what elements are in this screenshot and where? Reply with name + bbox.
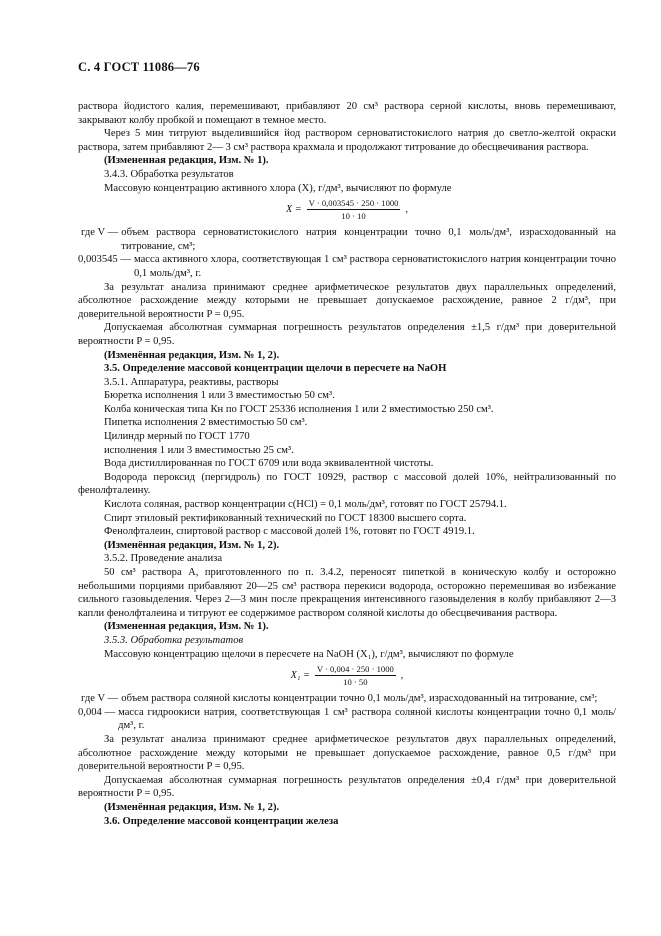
definition-label: где V —	[81, 693, 119, 705]
definition-item	[78, 226, 616, 253]
revision-note: (Изменённая редакция, Изм. № 1, 2).	[104, 539, 280, 551]
section-heading: 3.5.2. Проведение анализа	[104, 553, 223, 565]
formula-lhs: X₁ =	[290, 670, 310, 682]
paragraph: Допускаемая абсолютная суммарная погрешность результатов определения ±0,4 г/дм³ при доверительной вероятности P = 0,95.	[78, 774, 616, 800]
paragraph: Допускаемая абсолютная суммарная погрешность результатов определения ±1,5 г/дм³ при доверительной вероятности P = 0,95.	[78, 322, 616, 347]
definition-text: объем раствора серноватистокислого натрия концентрации точно 0,1 моль/дм³, израсходованный на титрование, см³;	[121, 227, 616, 252]
paragraph: 50 см³ раствора А, приготовленного по п. 3.4.2, переносят пипеткой в коническую колбу и осторожно небольшими порциями прибавляют 20—25 см³ раствора перекиси водорода, осторожно перемешивая во избежание сильного газовыделения. Через 2—3 мин после прекращения интенсивного газовыделения в колбу прибавляют 2—3 капли фенолфталеина и титруют ее содержимое раствором соляной кислоты до обесцвечивания раствора.	[78, 567, 616, 619]
document-page	[78, 60, 616, 828]
formula-active-chlorine	[78, 198, 616, 221]
paragraph: Через 5 мин титруют выделившийся йод раствором серноватистокислого натрия до светло-желтой окраски раствора, затем прибавляют 2— 3 см³ раствора крахмала и продолжают титрование до обесцвечивания раствора.	[78, 128, 616, 153]
section-heading: 3.6. Определение массовой концентрации железа	[104, 815, 339, 827]
formula-denominator: 10 · 50	[343, 677, 368, 688]
paragraph: Массовую концентрацию активного хлора (X), г/дм³, вычисляют по формуле	[104, 182, 452, 194]
list-item: Пипетка исполнения 2 вместимостью 50 см³.	[104, 417, 308, 429]
formula-fraction	[315, 664, 396, 687]
page-header: С. 4 ГОСТ 11086—76	[78, 60, 200, 74]
revision-note: (Измененная редакция, Изм. № 1).	[104, 621, 269, 633]
definition-label: 0,003545 —	[78, 254, 131, 266]
paragraph: За результат анализа принимают среднее арифметическое результатов двух параллельных определений, абсолютное расхождение между которыми не превышает допускаемое расхождение, равное 2 г/дм³, при доверительной вероятности P = 0,95.	[78, 281, 616, 320]
revision-note: (Изменённая редакция, Изм. № 1, 2).	[104, 801, 280, 813]
formula-denominator: 10 · 10	[341, 211, 366, 222]
section-heading: 3.5. Определение массовой концентрации щелочи в пересчете на NaOH	[104, 363, 447, 375]
list-item: Водорода пероксид (пергидроль) по ГОСТ 10929, раствор с массовой долей 10%, нейтрализованный по фенолфталеину.	[78, 471, 616, 497]
definition-label: 0,004 —	[78, 706, 116, 718]
definition-item	[78, 692, 616, 706]
list-item: Колба коническая типа Кн по ГОСТ 25336 исполнения 1 или 2 вместимостью 250 см³.	[104, 403, 494, 415]
revision-note: (Изменённая редакция, Изм. № 1, 2).	[104, 349, 280, 361]
definition-item	[78, 706, 616, 733]
formula-lhs: X =	[285, 204, 302, 216]
formula-tail: ,	[400, 670, 404, 682]
paragraph: За результат анализа принимают среднее арифметическое результатов двух параллельных определений, абсолютное расхождение между которыми не превышает допускаемое расхождение, равное 0,5 г/дм³ при доверительной вероятности P = 0,95.	[78, 733, 616, 773]
definition-text: масса гидроокиси натрия, соответствующая 1 см³ раствора соляной кислоты концентрации точно 0,1 моль/дм³, г.	[118, 706, 616, 732]
definition-label: где V —	[81, 227, 119, 239]
list-item: Фенолфталеин, спиртовой раствор с массовой долей 1%, готовят по ГОСТ 4919.1.	[104, 526, 475, 538]
formula-numerator: V · 0,004 · 250 · 1000	[316, 664, 394, 675]
formula-tail: ,	[405, 204, 409, 216]
definition-text: объем раствора соляной кислоты концентрации точно 0,1 моль/дм³, израсходованный на титрование, см³;	[121, 693, 598, 705]
formula-numerator: V · 0,003545 · 250 · 1000	[308, 198, 399, 209]
section-heading: 3.5.3. Обработка результатов	[104, 634, 244, 646]
list-item: Цилиндр мерный по ГОСТ 1770	[104, 431, 250, 443]
list-item: Вода дистиллированная по ГОСТ 6709 или вода эквивалентной чистоты.	[104, 458, 434, 470]
paragraph: раствора йодистого калия, перемешивают, прибавляют 20 см³ раствора серной кислоты, вновь перемешивают, закрывают колбу пробкой и помещают в темное место.	[78, 101, 616, 126]
variable-definitions	[78, 692, 616, 733]
definition-text: масса активного хлора, соответствующая 1 см³ раствора серноватистокислого натрия концентрации точно 0,1 моль/дм³, г.	[133, 254, 616, 279]
list-item: Кислота соляная, раствор концентрации c(HCl) = 0,1 моль/дм³, готовят по ГОСТ 25794.1.	[104, 499, 507, 511]
paragraph: Массовую концентрацию щелочи в пересчете на NaOH (X₁), г/дм³, вычисляют по формуле	[104, 648, 514, 660]
revision-note: (Измененная редакция, Изм. № 1).	[104, 155, 269, 167]
formula-alkali	[78, 664, 616, 687]
variable-definitions	[78, 226, 616, 280]
formula-fraction	[307, 198, 401, 221]
definition-item	[78, 253, 616, 280]
list-item: исполнения 1 или 3 вместимостью 25 см³.	[104, 444, 294, 456]
section-heading: 3.4.3. Обработка результатов	[104, 168, 234, 180]
list-item: Спирт этиловый ректификованный технический по ГОСТ 18300 высшего сорта.	[104, 512, 467, 524]
list-item: Бюретка исполнения 1 или 3 вместимостью 50 см³.	[104, 390, 335, 402]
section-heading: 3.5.1. Аппаратура, реактивы, растворы	[104, 376, 279, 388]
